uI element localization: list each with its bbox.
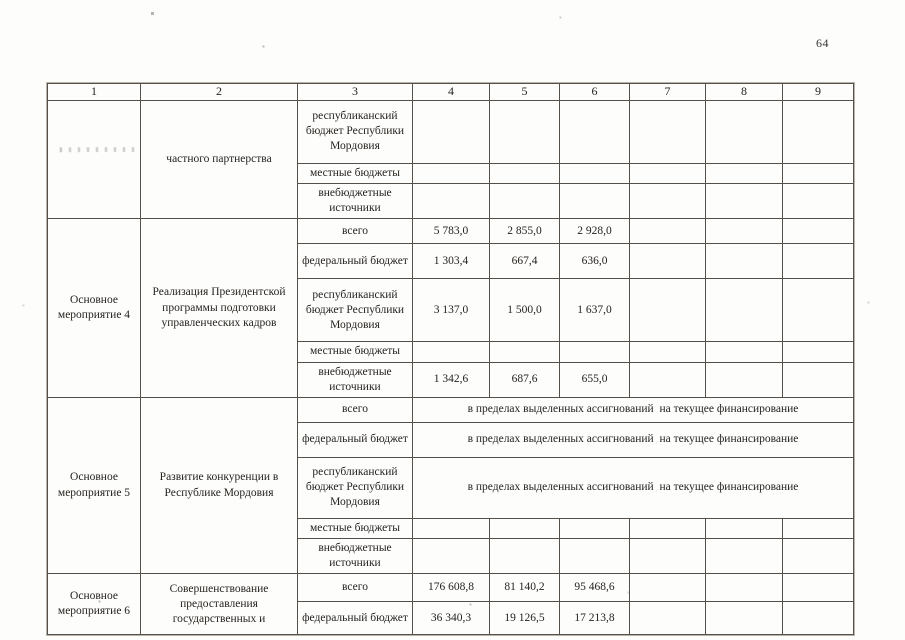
empty-cell — [783, 279, 854, 342]
budget-table — [47, 83, 854, 635]
column-header: 3 — [298, 84, 413, 101]
empty-cell — [490, 539, 560, 574]
column-header: 5 — [490, 84, 560, 101]
funding-source-cell: республиканский бюджет Республики Мордовия — [298, 457, 413, 518]
funding-source-cell: федеральный бюджет — [298, 602, 413, 635]
empty-cell — [630, 539, 706, 574]
empty-cell — [413, 539, 490, 574]
empty-cell — [706, 539, 783, 574]
empty-cell — [783, 244, 854, 279]
empty-cell — [706, 279, 783, 342]
empty-cell — [413, 100, 490, 163]
funding-source-cell: местные бюджеты — [298, 163, 413, 183]
measure-cell: Основное мероприятие 6 — [48, 574, 141, 635]
value-cell: 19 126,5 — [490, 602, 560, 635]
empty-cell — [630, 184, 706, 219]
table-row — [48, 574, 854, 602]
empty-cell — [413, 184, 490, 219]
empty-cell — [560, 163, 630, 183]
empty-cell — [783, 518, 854, 538]
value-cell: 36 340,3 — [413, 602, 490, 635]
empty-cell — [783, 100, 854, 163]
value-cell: 5 783,0 — [413, 219, 490, 244]
funding-source-cell: республиканский бюджет Республики Мордовия — [298, 100, 413, 163]
value-cell: 1 500,0 — [490, 279, 560, 342]
empty-cell — [783, 362, 854, 397]
empty-cell — [413, 518, 490, 538]
empty-cell — [413, 342, 490, 362]
empty-cell — [630, 219, 706, 244]
empty-cell — [560, 539, 630, 574]
empty-cell — [706, 342, 783, 362]
value-cell: 2 855,0 — [490, 219, 560, 244]
empty-cell — [630, 342, 706, 362]
funding-source-cell: федеральный бюджет — [298, 244, 413, 279]
column-header: 8 — [706, 84, 783, 101]
page-number: 64 — [816, 36, 829, 50]
column-header: 6 — [560, 84, 630, 101]
activity-name-cell: частного партнерства — [141, 100, 298, 219]
funding-source-cell: всего — [298, 219, 413, 244]
value-cell: 2 928,0 — [560, 219, 630, 244]
measure-cell: Основное мероприятие 4 — [48, 219, 141, 398]
value-cell: 95 468,6 — [560, 574, 630, 602]
funding-source-cell: местные бюджеты — [298, 342, 413, 362]
allocation-note-cell: в пределах выделенных ассигнований на текущее финансирование — [413, 457, 854, 518]
empty-cell — [783, 574, 854, 602]
empty-cell — [490, 163, 560, 183]
empty-cell — [783, 163, 854, 183]
empty-cell — [630, 100, 706, 163]
value-cell: 636,0 — [560, 244, 630, 279]
funding-source-cell: всего — [298, 574, 413, 602]
empty-cell — [630, 518, 706, 538]
empty-cell — [490, 518, 560, 538]
empty-cell — [490, 184, 560, 219]
funding-source-cell: всего — [298, 397, 413, 422]
table-row — [48, 397, 854, 422]
value-cell: 1 303,4 — [413, 244, 490, 279]
empty-cell — [706, 362, 783, 397]
value-cell: 1 637,0 — [560, 279, 630, 342]
empty-cell — [490, 100, 560, 163]
empty-cell — [630, 602, 706, 635]
empty-cell — [783, 342, 854, 362]
column-header: 1 — [48, 84, 141, 101]
empty-cell — [706, 574, 783, 602]
empty-cell — [630, 163, 706, 183]
activity-name-cell: Развитие конкуренции в Республике Мордовия — [141, 397, 298, 574]
empty-cell — [630, 362, 706, 397]
empty-cell — [630, 279, 706, 342]
allocation-note-cell: в пределах выделенных ассигнований на текущее финансирование — [413, 397, 854, 422]
empty-cell — [560, 184, 630, 219]
empty-cell — [783, 184, 854, 219]
empty-cell — [490, 342, 560, 362]
funding-source-cell: внебюджетные источники — [298, 539, 413, 574]
table-row — [48, 100, 854, 163]
funding-source-cell: федеральный бюджет — [298, 422, 413, 457]
empty-cell — [630, 574, 706, 602]
activity-name-cell: Совершенствование предоставления государственных и — [141, 574, 298, 635]
empty-cell — [706, 219, 783, 244]
column-header: 2 — [141, 84, 298, 101]
value-cell: 667,4 — [490, 244, 560, 279]
empty-cell — [706, 518, 783, 538]
empty-cell — [560, 342, 630, 362]
scan-specks — [0, 0, 1, 1]
funding-source-cell: республиканский бюджет Республики Мордовия — [298, 279, 413, 342]
column-header: 9 — [783, 84, 854, 101]
empty-cell — [630, 244, 706, 279]
empty-cell — [783, 219, 854, 244]
funding-source-cell: местные бюджеты — [298, 518, 413, 538]
funding-source-cell: внебюджетные источники — [298, 362, 413, 397]
empty-cell — [706, 100, 783, 163]
empty-cell — [783, 539, 854, 574]
handwritten-smudge — [60, 147, 141, 152]
measure-cell — [48, 100, 141, 219]
value-cell: 176 608,8 — [413, 574, 490, 602]
value-cell: 3 137,0 — [413, 279, 490, 342]
empty-cell — [560, 100, 630, 163]
activity-name-cell: Реализация Президентской программы подготовки управленческих кадров — [141, 219, 298, 398]
funding-source-cell: внебюджетные источники — [298, 184, 413, 219]
value-cell: 687,6 — [490, 362, 560, 397]
allocation-note-cell: в пределах выделенных ассигнований на текущее финансирование — [413, 422, 854, 457]
empty-cell — [706, 184, 783, 219]
value-cell: 655,0 — [560, 362, 630, 397]
table-header-row — [48, 84, 854, 101]
empty-cell — [706, 244, 783, 279]
column-header: 4 — [413, 84, 490, 101]
empty-cell — [706, 163, 783, 183]
value-cell: 81 140,2 — [490, 574, 560, 602]
empty-cell — [560, 518, 630, 538]
measure-cell: Основное мероприятие 5 — [48, 397, 141, 574]
empty-cell — [783, 602, 854, 635]
column-header: 7 — [630, 84, 706, 101]
empty-cell — [706, 602, 783, 635]
value-cell: 1 342,6 — [413, 362, 490, 397]
table-row — [48, 219, 854, 244]
empty-cell — [413, 163, 490, 183]
value-cell: 17 213,8 — [560, 602, 630, 635]
